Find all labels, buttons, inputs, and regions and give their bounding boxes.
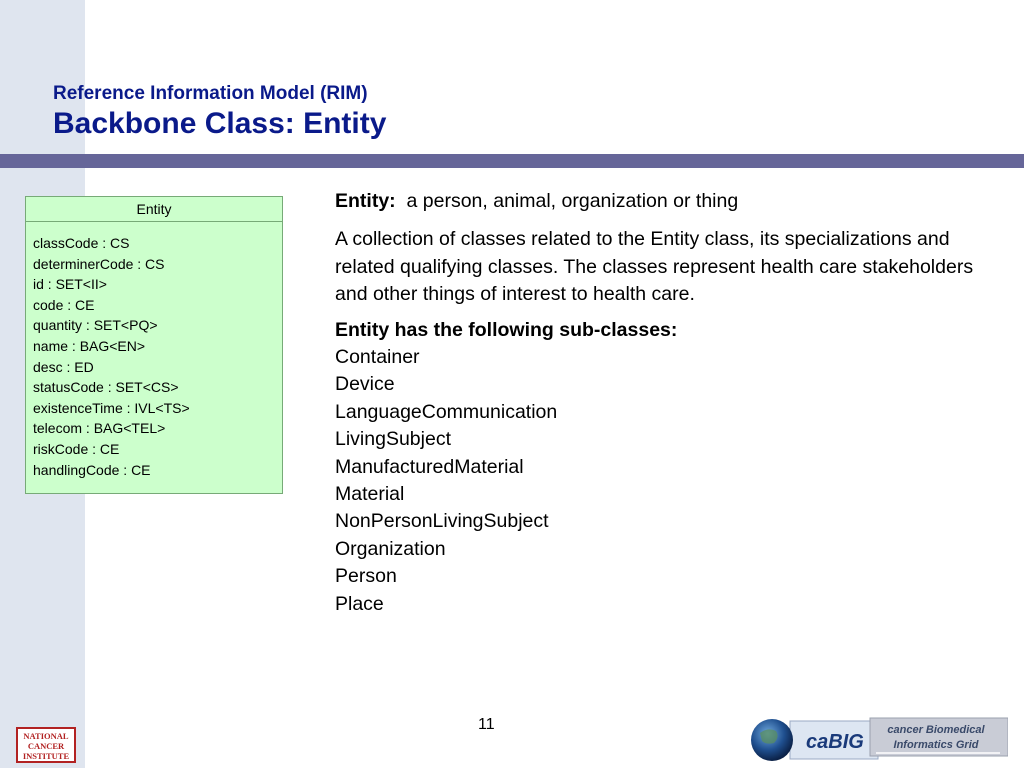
page-number: 11 [478,716,495,733]
uml-attribute: telecom : BAG<TEL> [33,420,166,437]
title-block [53,82,386,142]
uml-attribute: statusCode : SET<CS> [33,379,179,396]
subclass-item: Organization [335,537,446,560]
uml-attribute: handlingCode : CE [33,461,151,478]
cabig-tagline-line2: Informatics Grid [893,739,979,751]
title-divider [0,154,1024,168]
uml-attribute: code : CE [33,296,95,313]
subclass-item: NonPersonLivingSubject [335,510,549,533]
cabig-tagline-line1: cancer Biomedical [887,724,985,736]
uml-attribute: quantity : SET<PQ> [33,317,158,334]
definition-text: a person, animal, organization or thing [395,190,739,212]
subclass-item: LivingSubject [335,428,451,451]
slide-title: Backbone Class: Entity [53,107,387,140]
entity-definition [335,186,975,216]
description-panel [335,186,975,618]
uml-attribute: id : SET<II> [33,276,107,293]
uml-attribute: determinerCode : CS [33,255,165,272]
uml-attribute: classCode : CS [33,235,130,251]
uml-class-box [25,196,283,494]
slide-subtitle: Reference Information Model (RIM) [53,83,368,104]
subclass-item: Place [335,592,384,615]
uml-attribute: existenceTime : IVL<TS> [33,399,190,416]
subclasses-heading: Entity has the following sub-classes: [335,318,678,341]
description-paragraph: A collection of classes related to the Entity class, its specializations and related qualifying classes. The classes represent health care stakeholders and other things of interest to health care. [335,228,974,305]
cabig-logo [750,715,1008,763]
definition-term: Entity: [335,190,396,212]
subclass-item: LanguageCommunication [335,400,558,423]
uml-attribute: riskCode : CE [33,440,120,457]
cabig-name: caBIG [806,731,864,753]
subclass-list [335,344,975,618]
uml-class-name: Entity [26,197,282,222]
uml-attribute: desc : ED [33,358,94,375]
uml-attribute-list [26,222,282,480]
subclass-item: Material [335,483,405,506]
subclass-item: Container [335,346,420,368]
subclass-item: Device [335,373,395,396]
uml-attribute: name : BAG<EN> [33,337,146,354]
subclass-item: ManufacturedMaterial [335,455,524,478]
nci-logo: NATIONAL CANCER INSTITUTE [16,727,76,763]
subclass-item: Person [335,565,397,588]
